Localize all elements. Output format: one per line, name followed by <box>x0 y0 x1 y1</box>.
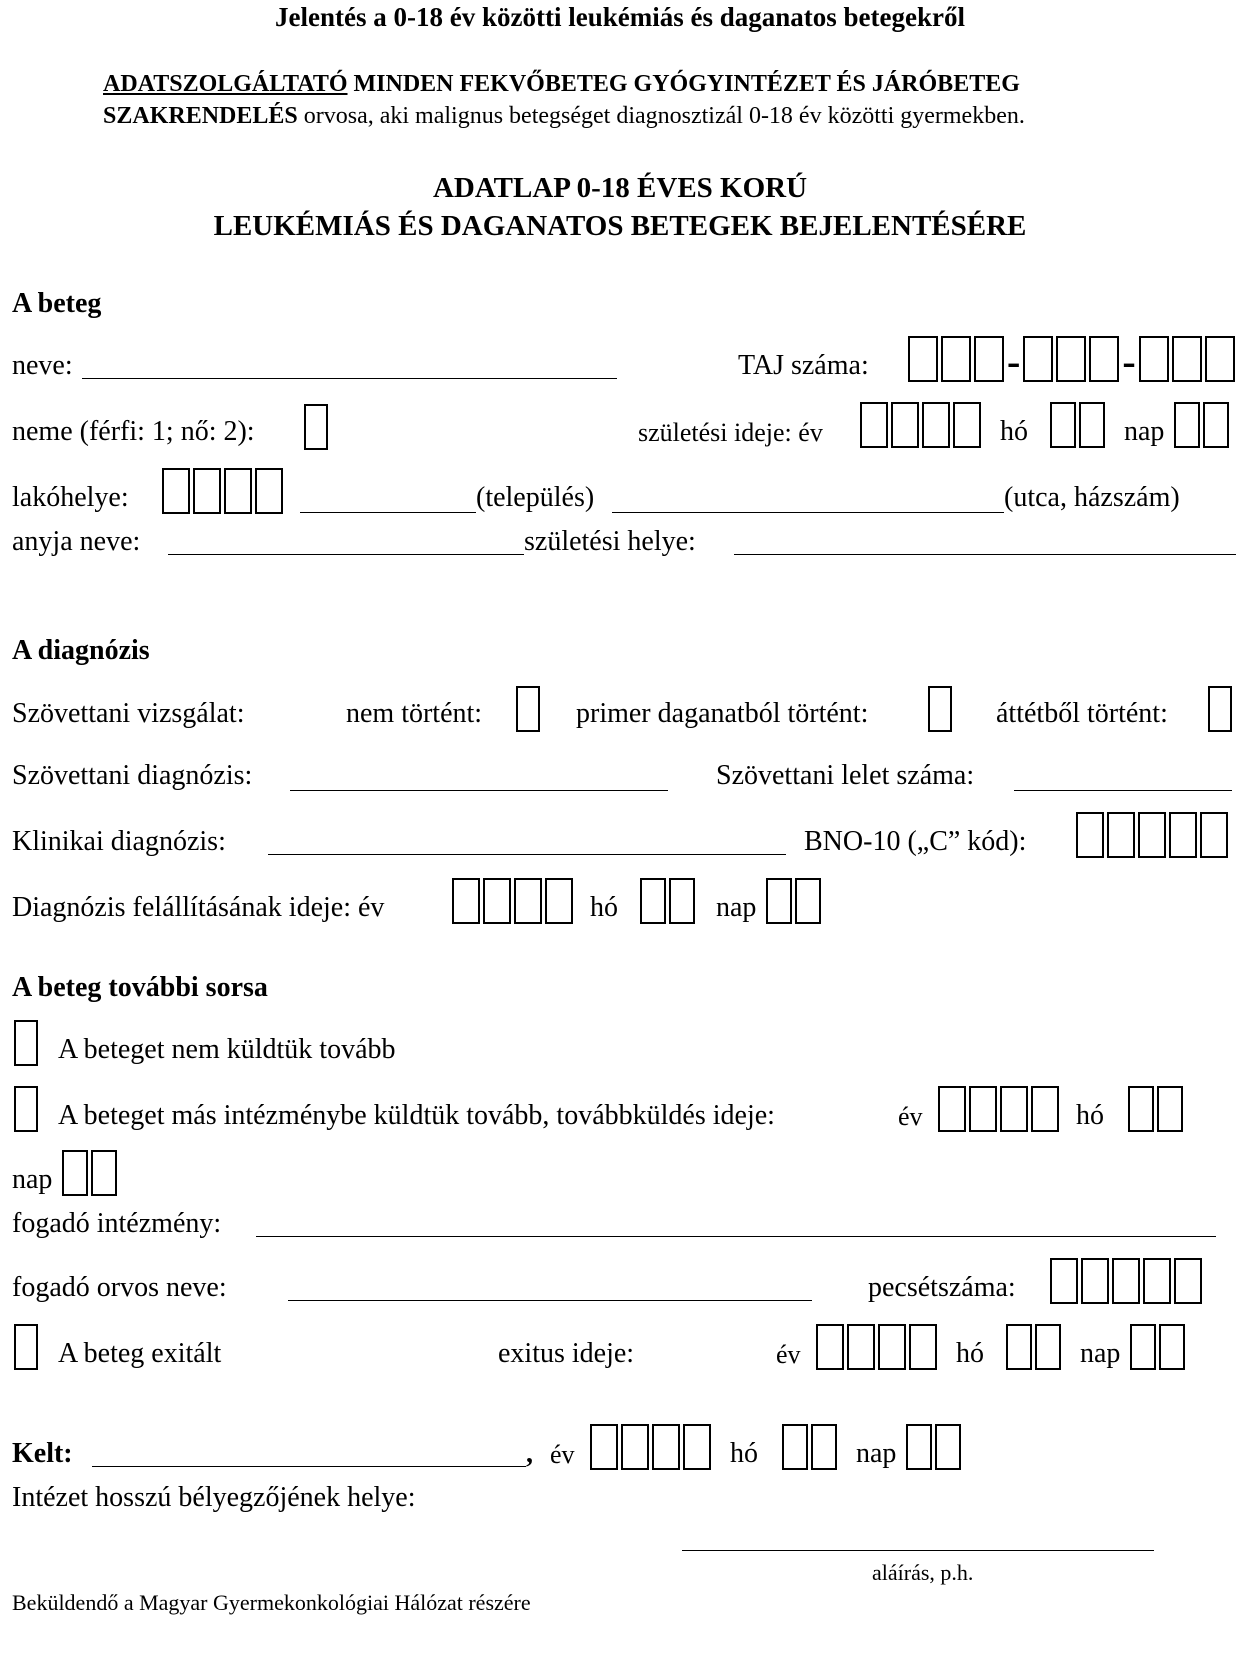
birthplace-field[interactable] <box>734 554 1236 555</box>
histological-diagnosis-label: Szövettani diagnózis: <box>12 760 253 791</box>
day-digit-box[interactable] <box>1174 402 1200 448</box>
clinical-diagnosis-field[interactable] <box>268 854 786 855</box>
bno-digit-box[interactable] <box>1107 812 1135 858</box>
exitus-label: A beteg exitált <box>58 1338 222 1369</box>
birth-day-label: nap <box>1124 416 1165 447</box>
document-title: Jelentés a 0-18 év közötti leukémiás és daganatos betegekről <box>275 2 965 32</box>
not-referred-label: A beteget nem küldtük tovább <box>58 1034 396 1065</box>
month-digit-box[interactable] <box>1128 1086 1154 1132</box>
year-digit-box[interactable] <box>969 1086 997 1132</box>
histology-metastasis-label: áttétből történt: <box>996 698 1168 729</box>
taj-digit-box[interactable] <box>908 336 938 382</box>
year-digit-box[interactable] <box>891 402 919 448</box>
signature-line[interactable] <box>682 1550 1154 1551</box>
histology-not-done-checkbox[interactable] <box>516 686 540 732</box>
year-digit-box[interactable] <box>953 402 981 448</box>
year-digit-box[interactable] <box>816 1324 844 1370</box>
histology-report-number-label: Szövettani lelet száma: <box>716 760 975 791</box>
exitus-year-boxes <box>816 1324 937 1370</box>
taj-separator: - <box>1122 339 1136 384</box>
stamp-number-label: pecsétszáma: <box>868 1272 1016 1303</box>
receiving-doctor-field[interactable] <box>288 1300 812 1301</box>
form-title-line-1: ADATLAP 0-18 ÉVES KORÚ <box>432 172 808 204</box>
month-digit-box[interactable] <box>1006 1324 1032 1370</box>
birth-day-boxes <box>1174 402 1229 448</box>
fate-heading: A beteg további sorsa <box>12 972 268 1003</box>
taj-digit-box[interactable] <box>1139 336 1169 382</box>
exitus-day-boxes <box>1130 1324 1185 1370</box>
diagnosis-heading: A diagnózis <box>12 635 150 666</box>
exitus-day-label: nap <box>1080 1338 1121 1369</box>
day-digit-box[interactable] <box>91 1150 117 1196</box>
receiving-doctor-label: fogadó orvos neve: <box>12 1272 227 1303</box>
day-digit-box[interactable] <box>1159 1324 1185 1370</box>
referral-month-boxes <box>1128 1086 1183 1132</box>
taj-digit-box[interactable] <box>1023 336 1053 382</box>
diagnosis-year-boxes <box>452 878 573 924</box>
year-digit-box[interactable] <box>938 1086 966 1132</box>
year-digit-box[interactable] <box>922 402 950 448</box>
stamp-digit-box[interactable] <box>1050 1258 1078 1304</box>
birth-year-boxes <box>860 402 981 448</box>
taj-separator: - <box>1007 339 1021 384</box>
stamp-digit-box[interactable] <box>1081 1258 1109 1304</box>
year-digit-box[interactable] <box>590 1424 618 1470</box>
referral-month-label: hó <box>1076 1100 1104 1131</box>
day-digit-box[interactable] <box>766 878 792 924</box>
postal-code-boxes <box>162 468 283 514</box>
year-digit-box[interactable] <box>847 1324 875 1370</box>
send-to-note: Beküldendő a Magyar Gyermekonkológiai Hálózat részére <box>12 1590 531 1615</box>
month-digit-box[interactable] <box>640 878 666 924</box>
referred-label: A beteget más intézménybe küldtük tovább, továbbküldés ideje: <box>58 1100 775 1131</box>
histology-not-done-label: nem történt: <box>346 698 483 729</box>
exitus-month-boxes <box>1006 1324 1061 1370</box>
exitus-year-label: év <box>776 1340 801 1369</box>
taj-label: TAJ száma: <box>738 350 869 381</box>
date-year-label: év <box>550 1440 575 1469</box>
date-place-label: Kelt: <box>12 1438 73 1469</box>
year-digit-box[interactable] <box>683 1424 711 1470</box>
month-digit-box[interactable] <box>1050 402 1076 448</box>
diagnosis-month-label: hó <box>590 892 618 923</box>
month-digit-box[interactable] <box>1157 1086 1183 1132</box>
exitus-date-label: exitus ideje: <box>498 1338 635 1369</box>
year-digit-box[interactable] <box>909 1324 937 1370</box>
year-digit-box[interactable] <box>652 1424 680 1470</box>
street-field[interactable] <box>612 512 1004 513</box>
diagnosis-day-label: nap <box>716 892 757 923</box>
sex-label: neme (férfi: 1; nő: 2): <box>12 416 255 447</box>
street-label: (utca, házszám) <box>1004 482 1180 513</box>
month-digit-box[interactable] <box>811 1424 837 1470</box>
histology-label: Szövettani vizsgálat: <box>12 698 245 729</box>
postal-digit-box[interactable] <box>255 468 283 514</box>
signature-label: aláírás, p.h. <box>872 1560 974 1585</box>
birthplace-label: születési helye: <box>524 526 696 557</box>
provider-keyword: ADATSZOLGÁLTATÓ <box>103 71 348 97</box>
clinical-diagnosis-label: Klinikai diagnózis: <box>12 826 226 857</box>
referred-checkbox[interactable] <box>14 1086 38 1132</box>
referral-year-boxes <box>938 1086 1059 1132</box>
settlement-label: (település) <box>476 482 595 513</box>
date-month-label: hó <box>730 1438 758 1469</box>
month-digit-box[interactable] <box>782 1424 808 1470</box>
receiving-institution-field[interactable] <box>256 1236 1216 1237</box>
day-digit-box[interactable] <box>1130 1324 1156 1370</box>
year-digit-box[interactable] <box>1000 1086 1028 1132</box>
comma: , <box>526 1438 533 1469</box>
provider-line-2 <box>103 104 1025 128</box>
postal-digit-box[interactable] <box>224 468 252 514</box>
year-digit-box[interactable] <box>621 1424 649 1470</box>
referral-year-label: év <box>898 1102 923 1131</box>
settlement-field[interactable] <box>300 512 476 513</box>
taj-number-boxes <box>908 336 1235 382</box>
stamp-digit-box[interactable] <box>1112 1258 1140 1304</box>
histological-diagnosis-field[interactable] <box>290 790 668 791</box>
diagnosis-month-boxes <box>640 878 695 924</box>
bno-digit-box[interactable] <box>1200 812 1228 858</box>
provider-desc: orvosa, aki malignus betegséget diagnosztizál 0-18 év közötti gyermekben. <box>297 103 1025 129</box>
taj-digit-box[interactable] <box>1089 336 1119 382</box>
day-digit-box[interactable] <box>1203 402 1229 448</box>
referral-day-boxes <box>62 1150 117 1196</box>
postal-digit-box[interactable] <box>193 468 221 514</box>
histology-primary-checkbox[interactable] <box>928 686 952 732</box>
taj-digit-box[interactable] <box>1205 336 1235 382</box>
residence-label: lakóhelye: <box>12 482 129 513</box>
day-digit-box[interactable] <box>935 1424 961 1470</box>
exitus-month-label: hó <box>956 1338 984 1369</box>
mother-name-field[interactable] <box>168 554 524 555</box>
histology-primary-label: primer daganatból történt: <box>576 698 869 729</box>
referral-day-label: nap <box>12 1164 53 1195</box>
date-day-label: nap <box>856 1438 897 1469</box>
stamp-number-boxes <box>1050 1258 1202 1304</box>
mother-name-label: anyja neve: <box>12 526 141 557</box>
year-digit-box[interactable] <box>1031 1086 1059 1132</box>
institution-stamp-place: Intézet hosszú bélyegzőjének helye: <box>12 1482 416 1513</box>
year-digit-box[interactable] <box>483 878 511 924</box>
year-digit-box[interactable] <box>514 878 542 924</box>
not-referred-checkbox[interactable] <box>14 1020 38 1066</box>
bno-digit-box[interactable] <box>1169 812 1197 858</box>
taj-digit-box[interactable] <box>974 336 1004 382</box>
name-field[interactable] <box>82 378 617 379</box>
name-label: neve: <box>12 350 73 381</box>
taj-digit-box[interactable] <box>1056 336 1086 382</box>
bno-code-label: BNO-10 („C” kód): <box>804 826 1027 857</box>
year-digit-box[interactable] <box>878 1324 906 1370</box>
day-digit-box[interactable] <box>62 1150 88 1196</box>
birth-month-boxes <box>1050 402 1105 448</box>
provider-line-1 <box>103 72 1020 96</box>
stamp-digit-box[interactable] <box>1174 1258 1202 1304</box>
provider-keyword-2: SZAKRENDELÉS <box>103 103 298 129</box>
exitus-checkbox[interactable] <box>14 1324 38 1370</box>
year-digit-box[interactable] <box>860 402 888 448</box>
date-place-field[interactable] <box>92 1466 526 1467</box>
taj-digit-box[interactable] <box>941 336 971 382</box>
year-digit-box[interactable] <box>545 878 573 924</box>
bno-code-boxes <box>1076 812 1228 858</box>
receiving-institution-label: fogadó intézmény: <box>12 1208 222 1239</box>
taj-digit-box[interactable] <box>1172 336 1202 382</box>
histology-metastasis-checkbox[interactable] <box>1208 686 1232 732</box>
date-year-boxes <box>590 1424 711 1470</box>
provider-text: MINDEN FEKVŐBETEG GYÓGYINTÉZET ÉS JÁRÓBETEG <box>347 71 1020 97</box>
stamp-digit-box[interactable] <box>1143 1258 1171 1304</box>
month-digit-box[interactable] <box>669 878 695 924</box>
birth-month-label: hó <box>1000 416 1028 447</box>
month-digit-box[interactable] <box>1035 1324 1061 1370</box>
birth-date-label: születési ideje: év <box>638 418 823 447</box>
form-title-line-2: LEUKÉMIÁS ÉS DAGANATOS BETEGEK BEJELENTÉSÉRE <box>213 210 1027 242</box>
diagnosis-day-boxes <box>766 878 821 924</box>
sex-box[interactable] <box>304 404 328 450</box>
day-digit-box[interactable] <box>906 1424 932 1470</box>
month-digit-box[interactable] <box>1079 402 1105 448</box>
patient-heading: A beteg <box>12 288 102 319</box>
bno-digit-box[interactable] <box>1076 812 1104 858</box>
date-day-boxes <box>906 1424 961 1470</box>
year-digit-box[interactable] <box>452 878 480 924</box>
diagnosis-date-label: Diagnózis felállításának ideje: év <box>12 892 385 923</box>
bno-digit-box[interactable] <box>1138 812 1166 858</box>
postal-digit-box[interactable] <box>162 468 190 514</box>
histology-report-number-field[interactable] <box>1014 790 1232 791</box>
date-month-boxes <box>782 1424 837 1470</box>
day-digit-box[interactable] <box>795 878 821 924</box>
